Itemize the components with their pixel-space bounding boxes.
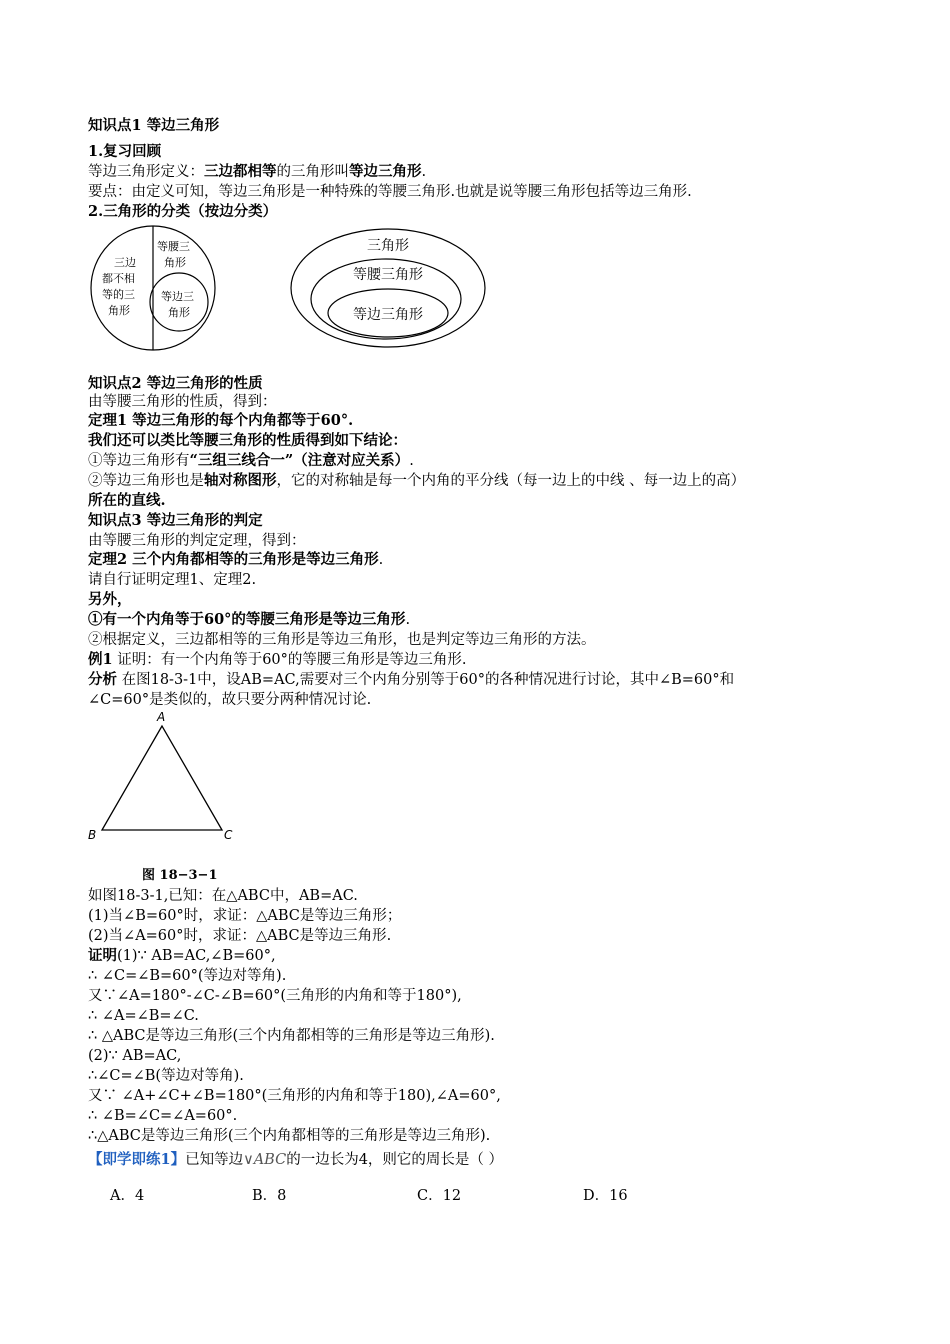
analogy-line: 我们还可以类比等腰三角形的性质得到如下结论：	[88, 432, 407, 449]
property-1-end: .	[409, 453, 414, 469]
proof-line-12: ∴ ∠B=∠C=∠A=60°.	[88, 1108, 238, 1124]
practice-math: ∨ABC	[243, 1152, 287, 1168]
vertex-b-label: B	[88, 828, 97, 842]
option-b[interactable]: B．8	[252, 1188, 287, 1204]
scalene-label-3: 等的三	[102, 288, 135, 301]
property-2-text: ②等边三角形也是	[88, 473, 204, 489]
proof-line-8: ∴ △ABC是等边三角形(三个内角都相等的三角形是等边三角形).	[88, 1028, 495, 1044]
def-bold-2: 等边三角形	[349, 163, 422, 180]
analysis-label: 分析	[88, 671, 117, 688]
theorem-2	[88, 550, 383, 570]
scalene-label-2: 都不相	[102, 272, 135, 285]
self-prove: 请自行证明定理1、定理2.	[88, 572, 257, 588]
isosceles-label-1: 等腰三	[157, 240, 190, 253]
kp3-title: 知识点3 等边三角形的判定	[88, 512, 263, 529]
kp2-title: 知识点2 等边三角形的性质	[88, 375, 263, 392]
other-2: ②根据定义，三边都相等的三角形是等边三角形，也是判定等边三角形的方法。	[88, 632, 596, 648]
option-d[interactable]: D．16	[583, 1188, 628, 1204]
property-1-text: ①等边三角形有	[88, 453, 190, 469]
property-1	[88, 451, 414, 471]
figure-caption: 图 18−3−1	[142, 868, 218, 883]
practice-text-1: 已知等边	[185, 1152, 244, 1168]
example-text: 证明：有一个内角等于60°的等腰三角形是等边三角形.	[112, 652, 467, 668]
proof-line-9: (2)∵ AB=AC,	[88, 1048, 182, 1064]
kp3-intro: 由等腰三角形的判定定理，得到：	[88, 533, 306, 549]
property-1-bold: “三组三线合一”（注意对应关系）	[189, 452, 410, 469]
property-2	[88, 471, 745, 491]
isosceles-label-2: 角形	[164, 256, 186, 269]
key-point: 要点：由定义可知，等边三角形是一种特殊的等腰三角形.也就是说等腰三角形包括等边三角形.	[88, 184, 692, 200]
also-label: 另外，	[88, 591, 132, 608]
other-1-end: .	[405, 612, 411, 628]
proof-line-3: (2)当∠A=60°时，求证：△ABC是等边三角形.	[88, 928, 392, 944]
def-text: 等边三角形定义：	[88, 164, 204, 180]
analysis-line-1	[88, 670, 734, 690]
proof-line-1: 如图18-3-1,已知：在△ABC中，AB=AC.	[88, 888, 358, 904]
example-label: 例1	[88, 651, 113, 668]
classify-title: 2.三角形的分类（按边分类）	[88, 203, 278, 220]
other-1-bold: ①有一个内角等于60°的等腰三角形是等边三角形	[88, 611, 406, 628]
theorem-1: 定理1 等边三角形的每个内角都等于60°.	[88, 412, 354, 429]
analysis-line-2: ∠C=60°是类似的，故只要分两种情况讨论.	[88, 692, 372, 708]
other-1	[88, 610, 410, 630]
proof-line-4-text: (1)∵ AB=AC,∠B=60°,	[117, 948, 276, 964]
proof-line-13: ∴△ABC是等边三角形(三个内角都相等的三角形是等边三角形).	[88, 1128, 491, 1144]
property-2-cont: 所在的直线.	[88, 492, 166, 509]
equilateral-label-2: 角形	[168, 306, 190, 319]
property-2-bold: 轴对称图形	[204, 472, 277, 489]
def-end: .	[421, 164, 427, 180]
practice-text-2: 的一边长为4，则它的周长是（ ）	[286, 1152, 504, 1168]
triangle-figure	[86, 708, 246, 848]
def-text-2: 的三角形叫	[276, 164, 349, 180]
def-bold-1: 三边都相等	[204, 163, 277, 180]
practice-question	[88, 1150, 503, 1170]
scalene-label-1: 三边	[114, 256, 136, 269]
scalene-label-4: 角形	[108, 304, 130, 317]
proof-line-6: 又∵∠A=180°-∠C-∠B=60°(三角形的内角和等于180°),	[88, 988, 462, 1004]
triangle-label: 三角形	[367, 238, 409, 254]
example-1	[88, 650, 467, 670]
proof-line-4	[88, 946, 276, 966]
circle-classification-diagram	[88, 224, 228, 354]
theorem-2-end: .	[378, 552, 384, 568]
review-title: 1.复习回顾	[88, 143, 162, 160]
kp2-intro: 由等腰三角形的性质，得到：	[88, 394, 277, 410]
proof-line-7: ∴ ∠A=∠B=∠C.	[88, 1008, 199, 1024]
vertex-a-label: A	[157, 710, 166, 724]
vertex-c-label: C	[224, 828, 233, 842]
analysis-text-1: 在图18-3-1中，设AB=AC,需要对三个内角分别等于60°的各种情况进行讨论，其中∠B=60°和	[117, 672, 735, 688]
proof-line-10: ∴∠C=∠B(等边对等角).	[88, 1068, 244, 1084]
proof-line-5: ∴ ∠C=∠B=60°(等边对等角).	[88, 968, 287, 984]
option-a[interactable]: A．4	[110, 1188, 145, 1204]
isosceles-triangle-label: 等腰三角形	[353, 267, 423, 283]
equilateral-label-1: 等边三	[161, 290, 194, 303]
kp1-title: 知识点1 等边三角形	[88, 117, 220, 134]
property-2-rest: ，它的对称轴是每一个内角的平分线（每一边上的中线 、每一边上的高）	[276, 473, 746, 489]
equilateral-triangle-label: 等边三角形	[353, 307, 423, 323]
practice-label: 【即学即练1】	[88, 1151, 186, 1168]
ellipse-classification-diagram	[288, 226, 488, 350]
option-c[interactable]: C．12	[417, 1188, 462, 1204]
theorem-2-bold: 定理2 三个内角都相等的三角形是等边三角形	[88, 551, 379, 568]
proof-line-11: 又∵ ∠A+∠C+∠B=180°(三角形的内角和等于180),∠A=60°,	[88, 1088, 501, 1104]
definition-line	[88, 162, 426, 182]
proof-line-2: (1)当∠B=60°时，求证：△ABC是等边三角形；	[88, 908, 402, 924]
triangle-abc	[102, 726, 222, 830]
proof-label: 证明	[88, 947, 117, 964]
